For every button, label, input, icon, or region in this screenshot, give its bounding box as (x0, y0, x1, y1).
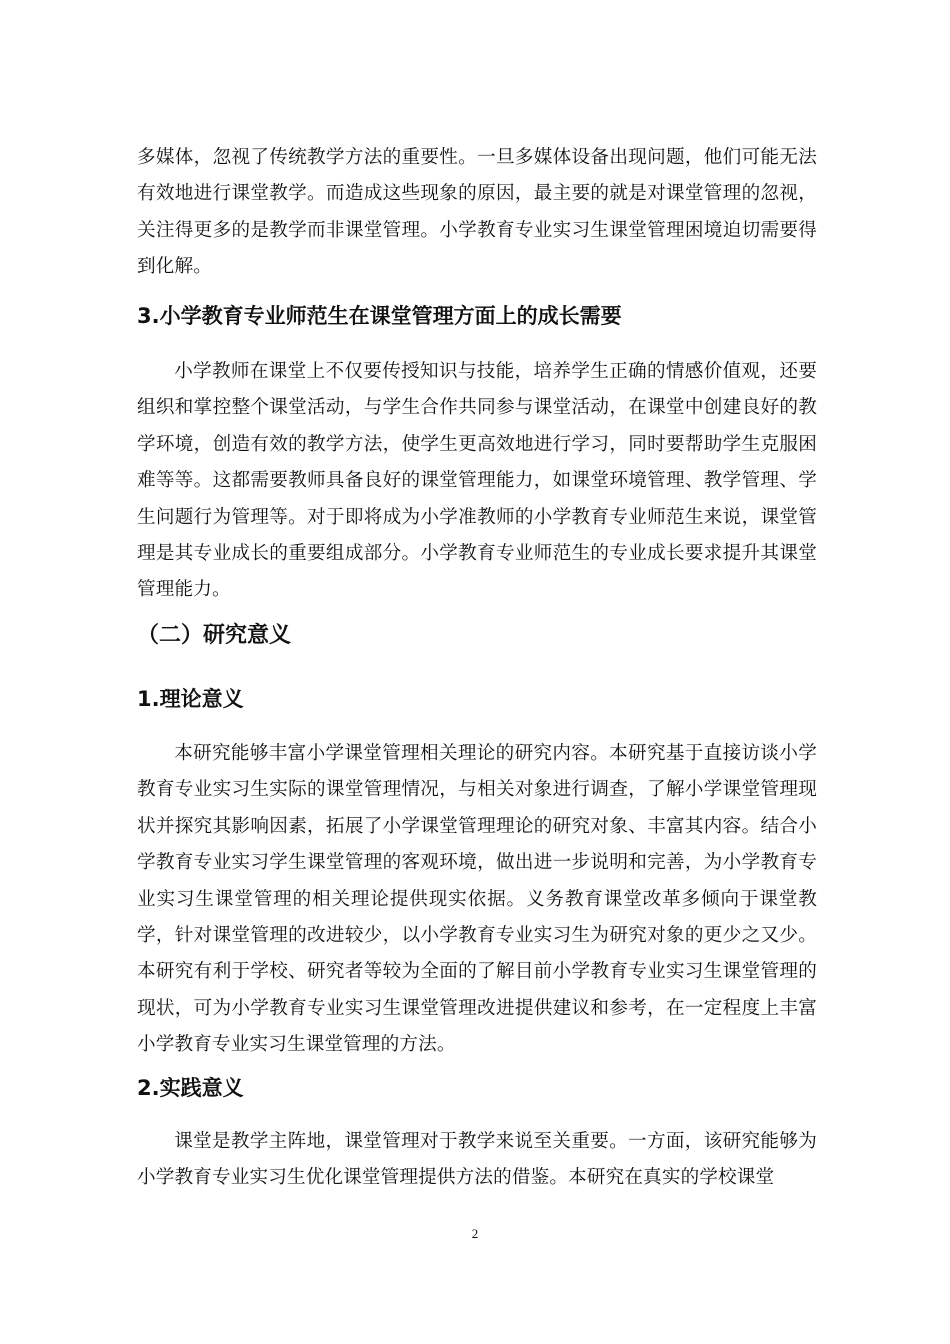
paragraph-growth-needs: 小学教师在课堂上不仅要传授知识与技能，培养学生正确的情感价值观，还要组织和掌控整个课堂活动，与学生合作共同参与课堂活动，在课堂中创建良好的教学环境，创造有效的教学方法，使学生更高效地进行学习，同时要帮助学生克服困难等等。这都需要教师具备良好的课堂管理能力，如课堂环境管理、教学管理、学生问题行为管理等。对于即将成为小学准教师的小学教育专业师范生来说，课堂管理是其专业成长的重要组成部分。小学教育专业师范生的专业成长要求提升其课堂管理能力。 (137, 361, 817, 601)
page-number: 2 (471, 1226, 479, 1241)
heading-research-significance: （二）研究意义 (137, 623, 292, 648)
heading-theoretical-significance: 1.理论意义 (137, 687, 244, 711)
paragraph-intro: 多媒体，忽视了传统教学方法的重要性。一旦多媒体设备出现问题，他们可能无法有效地进行课堂教学。而造成这些现象的原因，最主要的就是对课堂管理的忽视，关注得更多的是教学而非课堂管理。小学教育专业实习生课堂管理困境迫切需要得到化解。 (137, 147, 817, 278)
paragraph-theoretical-significance: 本研究能够丰富小学课堂管理相关理论的研究内容。本研究基于直接访谈小学教育专业实习生实际的课堂管理情况，与相关对象进行调查，了解小学课堂管理现状并探究其影响因素，拓展了小学课堂管理理论的研究对象、丰富其内容。结合小学教育专业实习学生课堂管理的客观环境，做出进一步说明和完善，为小学教育专业实习生课堂管理的相关理论提供现实依据。义务教育课堂改革多倾向于课堂教学，针对课堂管理的改进较少，以小学教育专业实习生为研究对象的更少之又少。本研究有利于学校、研究者等较为全面的了解目前小学教育专业实习生课堂管理的现状，可为小学教育专业实习生课堂管理改进提供建议和参考，在一定程度上丰富小学教育专业实习生课堂管理的方法。 (137, 743, 817, 1056)
heading-growth-needs: 3.小学教育专业师范生在课堂管理方面上的成长需要 (137, 304, 622, 328)
paragraph-practical-significance: 课堂是教学主阵地，课堂管理对于教学来说至关重要。一方面，该研究能够为小学教育专业实习生优化课堂管理提供方法的借鉴。本研究在真实的学校课堂 (137, 1131, 817, 1189)
heading-practical-significance: 2.实践意义 (137, 1076, 244, 1100)
